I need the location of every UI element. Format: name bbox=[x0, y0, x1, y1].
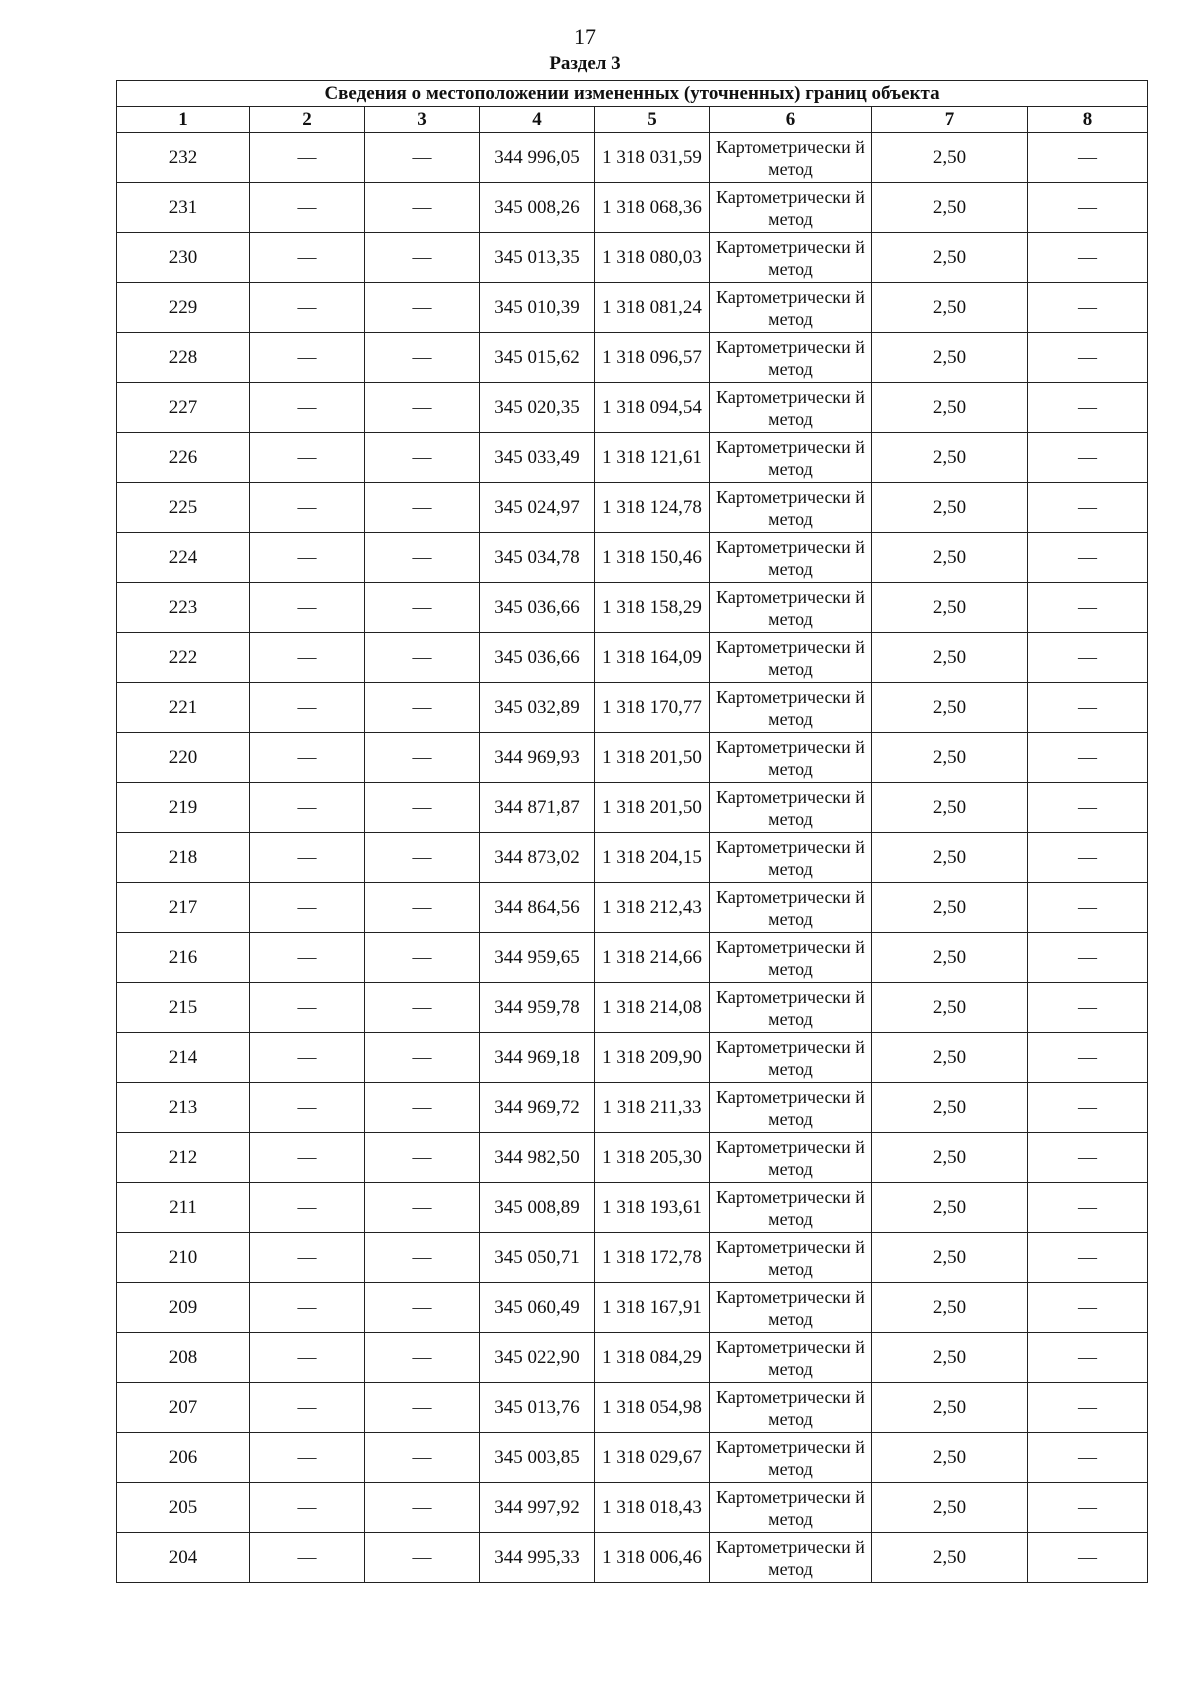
table-row bbox=[117, 433, 1148, 483]
point-number-cell: 208 bbox=[117, 1333, 250, 1383]
x-coordinate-cell: 344 871,87 bbox=[480, 783, 595, 833]
accuracy-cell: 2,50 bbox=[872, 483, 1028, 533]
x-coordinate-cell: 345 008,26 bbox=[480, 183, 595, 233]
empty-cell: — bbox=[250, 383, 365, 433]
accuracy-cell: 2,50 bbox=[872, 1333, 1028, 1383]
accuracy-cell: 2,50 bbox=[872, 1533, 1028, 1583]
table-row bbox=[117, 233, 1148, 283]
empty-cell: — bbox=[250, 1333, 365, 1383]
empty-cell: — bbox=[250, 533, 365, 583]
y-coordinate-cell: 1 318 209,90 bbox=[595, 1033, 710, 1083]
empty-cell: — bbox=[1028, 1433, 1148, 1483]
table-row bbox=[117, 1083, 1148, 1133]
y-coordinate-cell: 1 318 124,78 bbox=[595, 483, 710, 533]
point-number-cell: 206 bbox=[117, 1433, 250, 1483]
table-row bbox=[117, 633, 1148, 683]
accuracy-cell: 2,50 bbox=[872, 1033, 1028, 1083]
point-number-cell: 227 bbox=[117, 383, 250, 433]
empty-cell: — bbox=[365, 1233, 480, 1283]
y-coordinate-cell: 1 318 094,54 bbox=[595, 383, 710, 433]
empty-cell: — bbox=[365, 1333, 480, 1383]
x-coordinate-cell: 344 997,92 bbox=[480, 1483, 595, 1533]
x-coordinate-cell: 344 959,78 bbox=[480, 983, 595, 1033]
y-coordinate-cell: 1 318 096,57 bbox=[595, 333, 710, 383]
empty-cell: — bbox=[1028, 133, 1148, 183]
method-cell: Картометрически й метод bbox=[710, 633, 872, 683]
method-cell: Картометрически й метод bbox=[710, 383, 872, 433]
y-coordinate-cell: 1 318 068,36 bbox=[595, 183, 710, 233]
page-number: 17 bbox=[574, 24, 596, 49]
empty-cell: — bbox=[365, 783, 480, 833]
empty-cell: — bbox=[365, 183, 480, 233]
point-number-cell: 217 bbox=[117, 883, 250, 933]
method-cell: Картометрически й метод bbox=[710, 283, 872, 333]
y-coordinate-cell: 1 318 214,08 bbox=[595, 983, 710, 1033]
x-coordinate-cell: 344 873,02 bbox=[480, 833, 595, 883]
accuracy-cell: 2,50 bbox=[872, 683, 1028, 733]
accuracy-cell: 2,50 bbox=[872, 1383, 1028, 1433]
column-number: 6 bbox=[710, 107, 872, 133]
point-number-cell: 218 bbox=[117, 833, 250, 883]
method-cell: Картометрически й метод bbox=[710, 883, 872, 933]
accuracy-cell: 2,50 bbox=[872, 1083, 1028, 1133]
empty-cell: — bbox=[1028, 1333, 1148, 1383]
empty-cell: — bbox=[250, 633, 365, 683]
empty-cell: — bbox=[250, 833, 365, 883]
table-row bbox=[117, 1433, 1148, 1483]
x-coordinate-cell: 344 969,18 bbox=[480, 1033, 595, 1083]
empty-cell: — bbox=[1028, 633, 1148, 683]
table-row bbox=[117, 833, 1148, 883]
x-coordinate-cell: 344 864,56 bbox=[480, 883, 595, 933]
point-number-cell: 209 bbox=[117, 1283, 250, 1333]
empty-cell: — bbox=[1028, 233, 1148, 283]
empty-cell: — bbox=[1028, 933, 1148, 983]
accuracy-cell: 2,50 bbox=[872, 633, 1028, 683]
accuracy-cell: 2,50 bbox=[872, 233, 1028, 283]
x-coordinate-cell: 345 033,49 bbox=[480, 433, 595, 483]
accuracy-cell: 2,50 bbox=[872, 933, 1028, 983]
empty-cell: — bbox=[250, 483, 365, 533]
method-cell: Картометрически й метод bbox=[710, 1083, 872, 1133]
accuracy-cell: 2,50 bbox=[872, 283, 1028, 333]
empty-cell: — bbox=[250, 783, 365, 833]
empty-cell: — bbox=[1028, 683, 1148, 733]
method-cell: Картометрически й метод bbox=[710, 533, 872, 583]
accuracy-cell: 2,50 bbox=[872, 833, 1028, 883]
y-coordinate-cell: 1 318 214,66 bbox=[595, 933, 710, 983]
point-number-cell: 219 bbox=[117, 783, 250, 833]
point-number-cell: 214 bbox=[117, 1033, 250, 1083]
x-coordinate-cell: 345 013,76 bbox=[480, 1383, 595, 1433]
y-coordinate-cell: 1 318 084,29 bbox=[595, 1333, 710, 1383]
table-row bbox=[117, 383, 1148, 433]
accuracy-cell: 2,50 bbox=[872, 1133, 1028, 1183]
table-row bbox=[117, 1483, 1148, 1533]
table-body bbox=[117, 133, 1148, 1583]
accuracy-cell: 2,50 bbox=[872, 1183, 1028, 1233]
method-cell: Картометрически й метод bbox=[710, 933, 872, 983]
point-number-cell: 222 bbox=[117, 633, 250, 683]
method-cell: Картометрически й метод bbox=[710, 1483, 872, 1533]
y-coordinate-cell: 1 318 211,33 bbox=[595, 1083, 710, 1133]
method-cell: Картометрически й метод bbox=[710, 133, 872, 183]
y-coordinate-cell: 1 318 205,30 bbox=[595, 1133, 710, 1183]
table-row bbox=[117, 1383, 1148, 1433]
method-cell: Картометрически й метод bbox=[710, 1333, 872, 1383]
table-row bbox=[117, 1333, 1148, 1383]
method-cell: Картометрически й метод bbox=[710, 483, 872, 533]
empty-cell: — bbox=[1028, 983, 1148, 1033]
y-coordinate-cell: 1 318 164,09 bbox=[595, 633, 710, 683]
x-coordinate-cell: 344 995,33 bbox=[480, 1533, 595, 1583]
empty-cell: — bbox=[1028, 1183, 1148, 1233]
column-number-row bbox=[117, 107, 1148, 133]
table-row bbox=[117, 733, 1148, 783]
method-cell: Картометрически й метод bbox=[710, 1433, 872, 1483]
empty-cell: — bbox=[365, 983, 480, 1033]
empty-cell: — bbox=[365, 883, 480, 933]
table-row bbox=[117, 983, 1148, 1033]
accuracy-cell: 2,50 bbox=[872, 433, 1028, 483]
accuracy-cell: 2,50 bbox=[872, 1433, 1028, 1483]
method-cell: Картометрически й метод bbox=[710, 983, 872, 1033]
point-number-cell: 210 bbox=[117, 1233, 250, 1283]
y-coordinate-cell: 1 318 018,43 bbox=[595, 1483, 710, 1533]
accuracy-cell: 2,50 bbox=[872, 533, 1028, 583]
accuracy-cell: 2,50 bbox=[872, 1233, 1028, 1283]
accuracy-cell: 2,50 bbox=[872, 783, 1028, 833]
column-number: 7 bbox=[872, 107, 1028, 133]
empty-cell: — bbox=[250, 1133, 365, 1183]
accuracy-cell: 2,50 bbox=[872, 1483, 1028, 1533]
x-coordinate-cell: 344 959,65 bbox=[480, 933, 595, 983]
empty-cell: — bbox=[365, 533, 480, 583]
method-cell: Картометрически й метод bbox=[710, 1133, 872, 1183]
empty-cell: — bbox=[1028, 1283, 1148, 1333]
method-cell: Картометрически й метод bbox=[710, 783, 872, 833]
y-coordinate-cell: 1 318 172,78 bbox=[595, 1233, 710, 1283]
point-number-cell: 223 bbox=[117, 583, 250, 633]
empty-cell: — bbox=[365, 233, 480, 283]
empty-cell: — bbox=[1028, 1133, 1148, 1183]
table-row bbox=[117, 683, 1148, 733]
empty-cell: — bbox=[1028, 733, 1148, 783]
x-coordinate-cell: 345 010,39 bbox=[480, 283, 595, 333]
empty-cell: — bbox=[250, 1383, 365, 1433]
table-row bbox=[117, 1233, 1148, 1283]
empty-cell: — bbox=[365, 1383, 480, 1433]
method-cell: Картометрически й метод bbox=[710, 1383, 872, 1433]
y-coordinate-cell: 1 318 006,46 bbox=[595, 1533, 710, 1583]
x-coordinate-cell: 345 013,35 bbox=[480, 233, 595, 283]
method-cell: Картометрически й метод bbox=[710, 1283, 872, 1333]
y-coordinate-cell: 1 318 201,50 bbox=[595, 783, 710, 833]
point-number-cell: 221 bbox=[117, 683, 250, 733]
empty-cell: — bbox=[1028, 783, 1148, 833]
point-number-cell: 216 bbox=[117, 933, 250, 983]
table-row bbox=[117, 883, 1148, 933]
y-coordinate-cell: 1 318 170,77 bbox=[595, 683, 710, 733]
empty-cell: — bbox=[1028, 1383, 1148, 1433]
table-row bbox=[117, 1283, 1148, 1333]
empty-cell: — bbox=[1028, 1533, 1148, 1583]
empty-cell: — bbox=[1028, 183, 1148, 233]
empty-cell: — bbox=[250, 683, 365, 733]
point-number-cell: 231 bbox=[117, 183, 250, 233]
point-number-cell: 224 bbox=[117, 533, 250, 583]
y-coordinate-cell: 1 318 121,61 bbox=[595, 433, 710, 483]
table-row bbox=[117, 1533, 1148, 1583]
empty-cell: — bbox=[365, 933, 480, 983]
table-row bbox=[117, 933, 1148, 983]
y-coordinate-cell: 1 318 150,46 bbox=[595, 533, 710, 583]
column-number: 4 bbox=[480, 107, 595, 133]
table-caption-row bbox=[117, 81, 1148, 107]
column-number: 8 bbox=[1028, 107, 1148, 133]
table-row bbox=[117, 483, 1148, 533]
point-number-cell: 228 bbox=[117, 333, 250, 383]
empty-cell: — bbox=[1028, 583, 1148, 633]
y-coordinate-cell: 1 318 212,43 bbox=[595, 883, 710, 933]
empty-cell: — bbox=[250, 1033, 365, 1083]
point-number-cell: 220 bbox=[117, 733, 250, 783]
empty-cell: — bbox=[250, 133, 365, 183]
column-number: 2 bbox=[250, 107, 365, 133]
table-row bbox=[117, 133, 1148, 183]
point-number-cell: 207 bbox=[117, 1383, 250, 1433]
empty-cell: — bbox=[250, 1533, 365, 1583]
empty-cell: — bbox=[365, 1483, 480, 1533]
x-coordinate-cell: 345 024,97 bbox=[480, 483, 595, 533]
y-coordinate-cell: 1 318 167,91 bbox=[595, 1283, 710, 1333]
empty-cell: — bbox=[1028, 533, 1148, 583]
empty-cell: — bbox=[365, 1433, 480, 1483]
method-cell: Картометрически й метод bbox=[710, 1033, 872, 1083]
x-coordinate-cell: 345 050,71 bbox=[480, 1233, 595, 1283]
table-row bbox=[117, 1133, 1148, 1183]
method-cell: Картометрически й метод bbox=[710, 1533, 872, 1583]
method-cell: Картометрически й метод bbox=[710, 833, 872, 883]
empty-cell: — bbox=[1028, 433, 1148, 483]
table-row bbox=[117, 333, 1148, 383]
empty-cell: — bbox=[365, 1133, 480, 1183]
method-cell: Картометрически й метод bbox=[710, 1183, 872, 1233]
table-row bbox=[117, 783, 1148, 833]
x-coordinate-cell: 345 060,49 bbox=[480, 1283, 595, 1333]
empty-cell: — bbox=[250, 1233, 365, 1283]
accuracy-cell: 2,50 bbox=[872, 983, 1028, 1033]
x-coordinate-cell: 345 003,85 bbox=[480, 1433, 595, 1483]
y-coordinate-cell: 1 318 158,29 bbox=[595, 583, 710, 633]
method-cell: Картометрически й метод bbox=[710, 433, 872, 483]
empty-cell: — bbox=[365, 1283, 480, 1333]
point-number-cell: 226 bbox=[117, 433, 250, 483]
point-number-cell: 205 bbox=[117, 1483, 250, 1533]
x-coordinate-cell: 344 996,05 bbox=[480, 133, 595, 183]
point-number-cell: 225 bbox=[117, 483, 250, 533]
accuracy-cell: 2,50 bbox=[872, 183, 1028, 233]
method-cell: Картометрически й метод bbox=[710, 583, 872, 633]
table-row bbox=[117, 183, 1148, 233]
empty-cell: — bbox=[250, 733, 365, 783]
empty-cell: — bbox=[365, 1033, 480, 1083]
empty-cell: — bbox=[250, 883, 365, 933]
table-row bbox=[117, 533, 1148, 583]
empty-cell: — bbox=[1028, 833, 1148, 883]
empty-cell: — bbox=[365, 283, 480, 333]
empty-cell: — bbox=[365, 333, 480, 383]
point-number-cell: 230 bbox=[117, 233, 250, 283]
point-number-cell: 215 bbox=[117, 983, 250, 1033]
empty-cell: — bbox=[365, 733, 480, 783]
empty-cell: — bbox=[250, 933, 365, 983]
method-cell: Картометрически й метод bbox=[710, 683, 872, 733]
empty-cell: — bbox=[365, 1183, 480, 1233]
accuracy-cell: 2,50 bbox=[872, 333, 1028, 383]
point-number-cell: 213 bbox=[117, 1083, 250, 1133]
empty-cell: — bbox=[250, 433, 365, 483]
point-number-cell: 204 bbox=[117, 1533, 250, 1583]
method-cell: Картометрически й метод bbox=[710, 233, 872, 283]
empty-cell: — bbox=[250, 1283, 365, 1333]
table-row bbox=[117, 283, 1148, 333]
x-coordinate-cell: 345 034,78 bbox=[480, 533, 595, 583]
x-coordinate-cell: 345 008,89 bbox=[480, 1183, 595, 1233]
y-coordinate-cell: 1 318 029,67 bbox=[595, 1433, 710, 1483]
y-coordinate-cell: 1 318 204,15 bbox=[595, 833, 710, 883]
empty-cell: — bbox=[365, 633, 480, 683]
y-coordinate-cell: 1 318 080,03 bbox=[595, 233, 710, 283]
empty-cell: — bbox=[365, 483, 480, 533]
y-coordinate-cell: 1 318 201,50 bbox=[595, 733, 710, 783]
empty-cell: — bbox=[1028, 483, 1148, 533]
method-cell: Картометрически й метод bbox=[710, 333, 872, 383]
empty-cell: — bbox=[250, 233, 365, 283]
x-coordinate-cell: 344 969,72 bbox=[480, 1083, 595, 1133]
y-coordinate-cell: 1 318 193,61 bbox=[595, 1183, 710, 1233]
empty-cell: — bbox=[250, 1183, 365, 1233]
x-coordinate-cell: 344 969,93 bbox=[480, 733, 595, 783]
empty-cell: — bbox=[365, 133, 480, 183]
x-coordinate-cell: 345 020,35 bbox=[480, 383, 595, 433]
table-row bbox=[117, 1183, 1148, 1233]
accuracy-cell: 2,50 bbox=[872, 733, 1028, 783]
table-row bbox=[117, 1033, 1148, 1083]
empty-cell: — bbox=[365, 583, 480, 633]
empty-cell: — bbox=[250, 283, 365, 333]
coordinates-table bbox=[116, 80, 1148, 1583]
x-coordinate-cell: 345 015,62 bbox=[480, 333, 595, 383]
empty-cell: — bbox=[1028, 883, 1148, 933]
point-number-cell: 232 bbox=[117, 133, 250, 183]
section-title: Раздел 3 bbox=[549, 53, 621, 74]
y-coordinate-cell: 1 318 081,24 bbox=[595, 283, 710, 333]
empty-cell: — bbox=[250, 183, 365, 233]
empty-cell: — bbox=[250, 1483, 365, 1533]
empty-cell: — bbox=[1028, 383, 1148, 433]
table-row bbox=[117, 583, 1148, 633]
column-number: 5 bbox=[595, 107, 710, 133]
accuracy-cell: 2,50 bbox=[872, 133, 1028, 183]
empty-cell: — bbox=[365, 383, 480, 433]
column-number: 3 bbox=[365, 107, 480, 133]
empty-cell: — bbox=[1028, 283, 1148, 333]
empty-cell: — bbox=[365, 683, 480, 733]
x-coordinate-cell: 345 032,89 bbox=[480, 683, 595, 733]
point-number-cell: 211 bbox=[117, 1183, 250, 1233]
empty-cell: — bbox=[1028, 333, 1148, 383]
method-cell: Картометрически й метод bbox=[710, 1233, 872, 1283]
empty-cell: — bbox=[250, 583, 365, 633]
accuracy-cell: 2,50 bbox=[872, 1283, 1028, 1333]
empty-cell: — bbox=[365, 1533, 480, 1583]
empty-cell: — bbox=[250, 1433, 365, 1483]
empty-cell: — bbox=[365, 433, 480, 483]
accuracy-cell: 2,50 bbox=[872, 583, 1028, 633]
empty-cell: — bbox=[250, 1083, 365, 1133]
empty-cell: — bbox=[365, 1083, 480, 1133]
y-coordinate-cell: 1 318 031,59 bbox=[595, 133, 710, 183]
empty-cell: — bbox=[250, 333, 365, 383]
method-cell: Картометрически й метод bbox=[710, 733, 872, 783]
method-cell: Картометрически й метод bbox=[710, 183, 872, 233]
x-coordinate-cell: 344 982,50 bbox=[480, 1133, 595, 1183]
point-number-cell: 229 bbox=[117, 283, 250, 333]
x-coordinate-cell: 345 036,66 bbox=[480, 583, 595, 633]
column-number: 1 bbox=[117, 107, 250, 133]
point-number-cell: 212 bbox=[117, 1133, 250, 1183]
x-coordinate-cell: 345 036,66 bbox=[480, 633, 595, 683]
empty-cell: — bbox=[1028, 1233, 1148, 1283]
empty-cell: — bbox=[365, 833, 480, 883]
table-caption: Сведения о местоположении измененных (уточненных) границ объекта bbox=[117, 81, 1148, 107]
empty-cell: — bbox=[1028, 1033, 1148, 1083]
x-coordinate-cell: 345 022,90 bbox=[480, 1333, 595, 1383]
accuracy-cell: 2,50 bbox=[872, 883, 1028, 933]
empty-cell: — bbox=[1028, 1083, 1148, 1133]
empty-cell: — bbox=[1028, 1483, 1148, 1533]
empty-cell: — bbox=[250, 983, 365, 1033]
y-coordinate-cell: 1 318 054,98 bbox=[595, 1383, 710, 1433]
accuracy-cell: 2,50 bbox=[872, 383, 1028, 433]
